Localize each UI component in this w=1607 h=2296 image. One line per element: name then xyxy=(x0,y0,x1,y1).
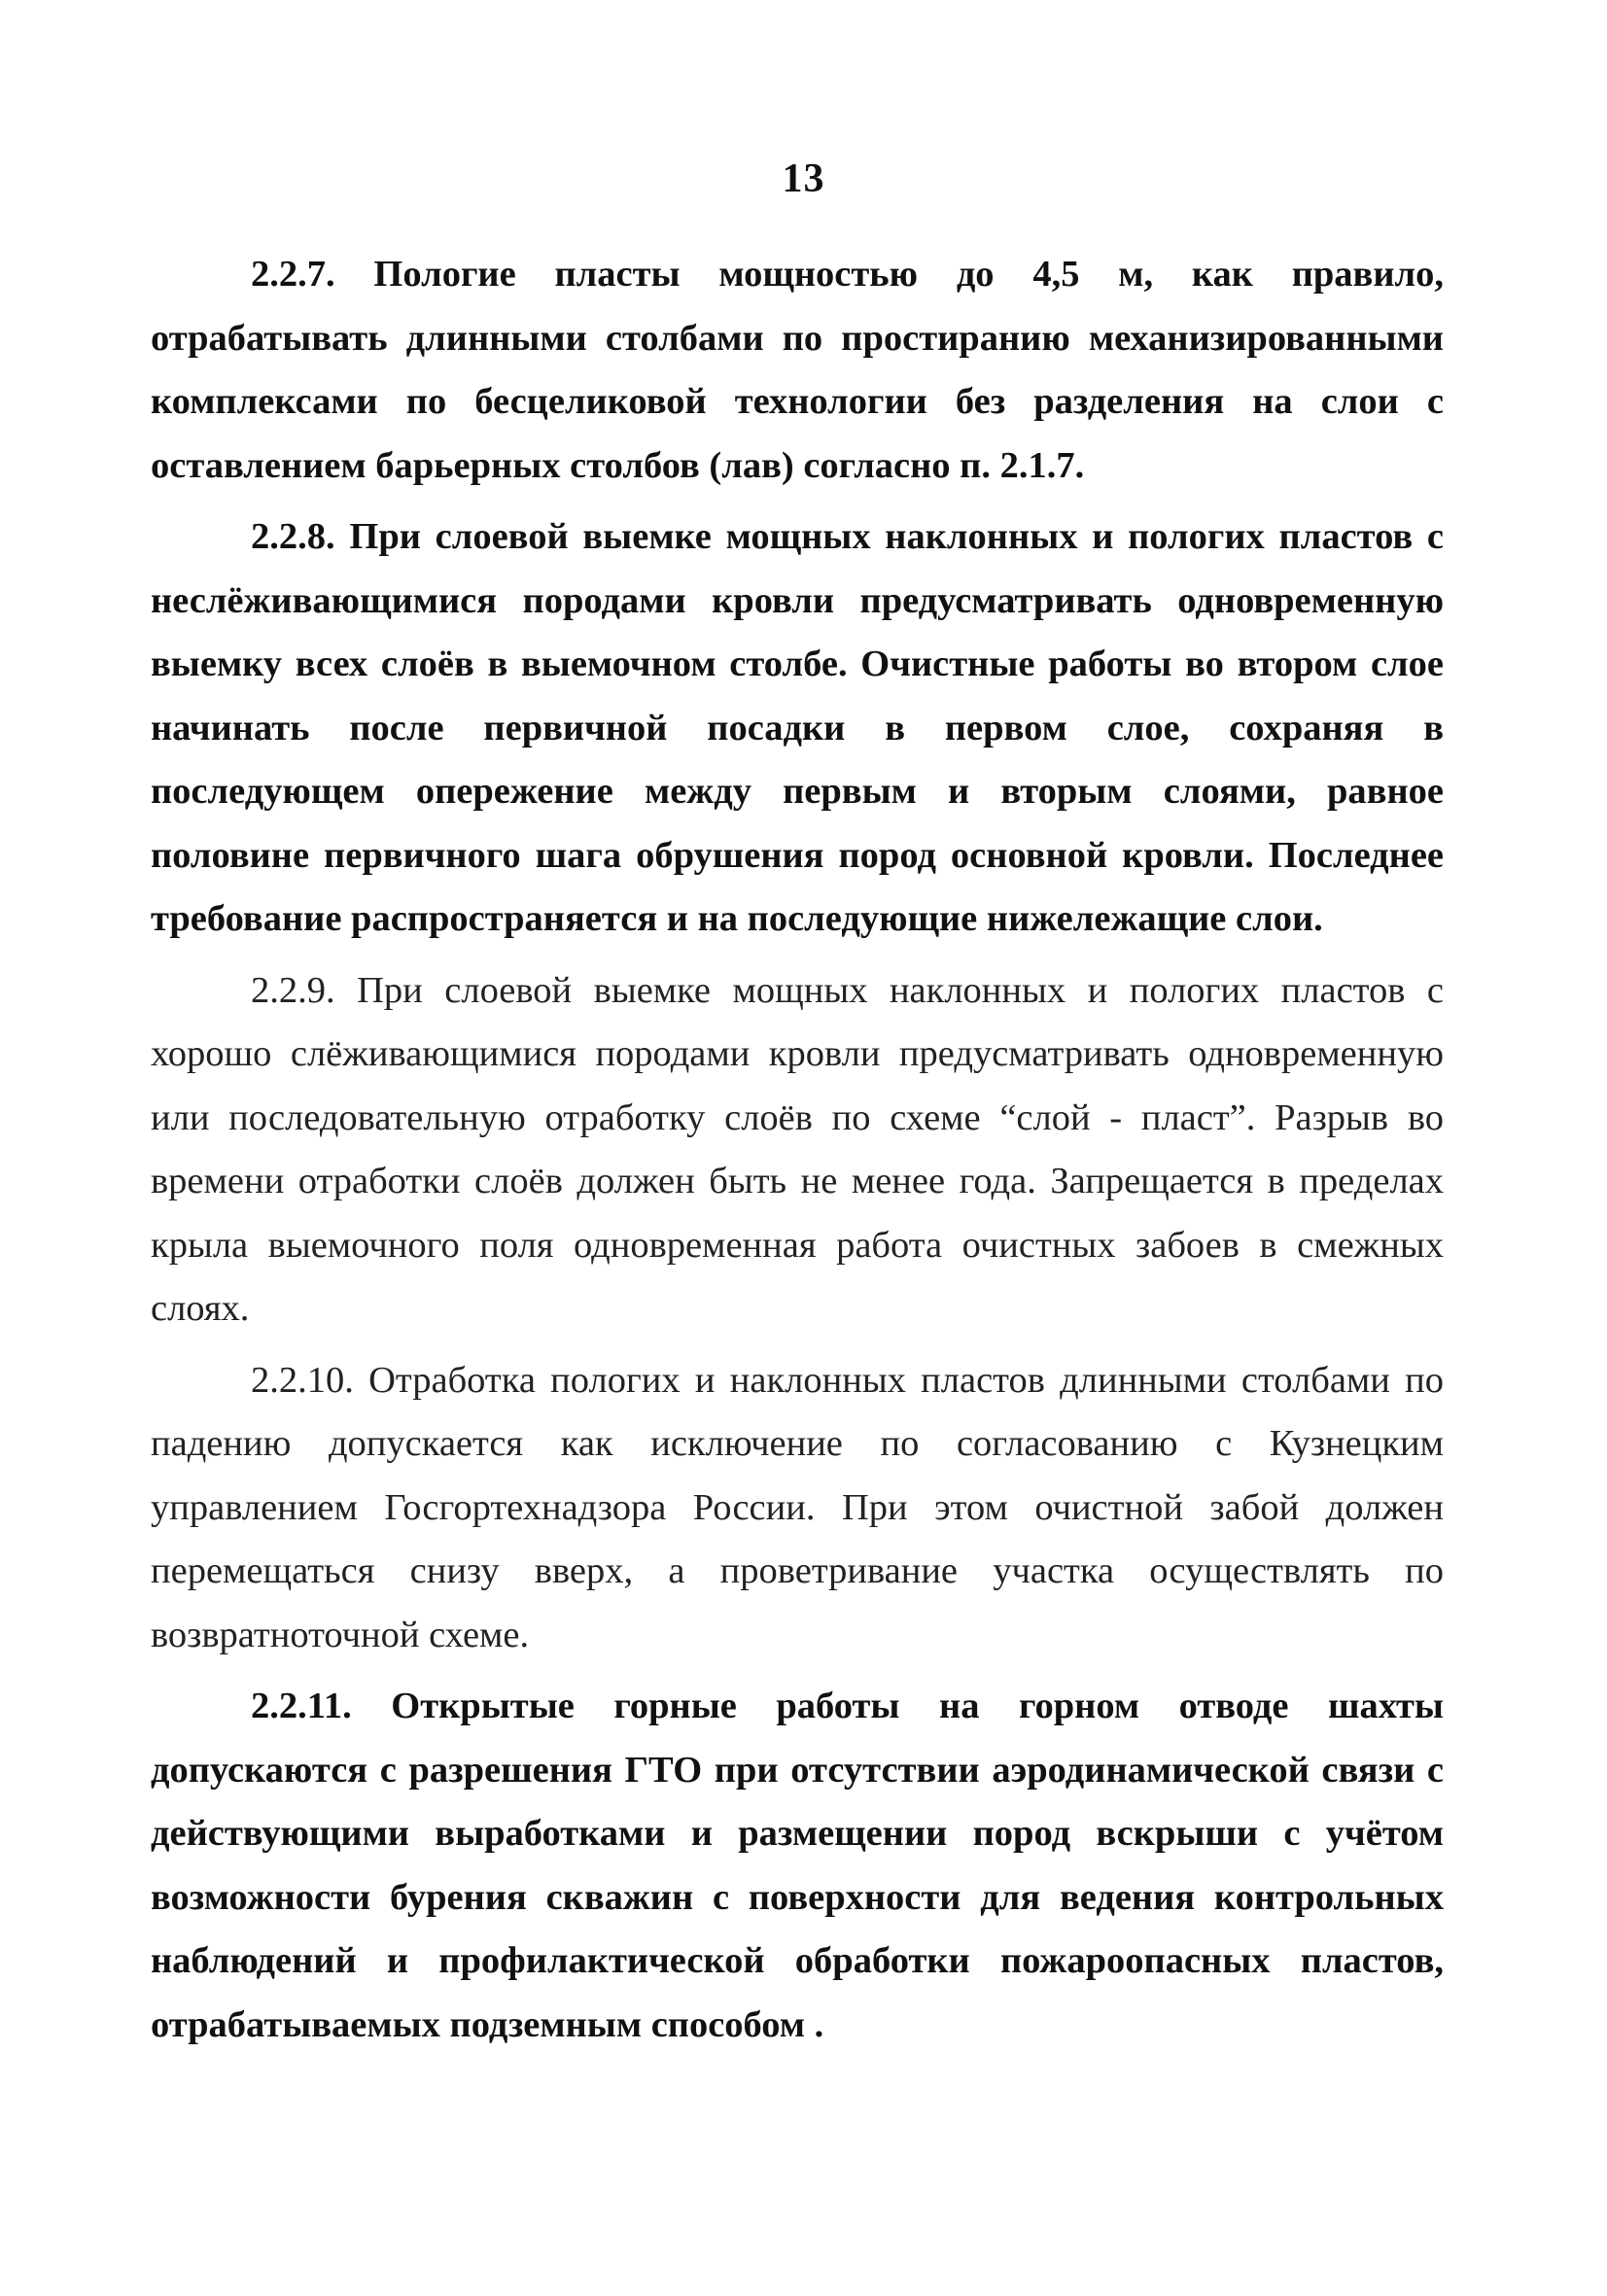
paragraph-2-2-8: 2.2.8. При слоевой выемке мощных наклонных и пологих пластов с неслёживающимися породами кровли предусматривать одновременную выемку всех слоёв в выемочном столбе. Очистные работы во втором слое начинать после первичной посадки в первом слое, сохраняя в последующем опережение между первым и вторым слоями, равное половине первичного шага обрушения пород основной кровли. Последнее требование распространяется и на последующие нижележащие слои. xyxy=(151,516,1444,939)
paragraph-2-2-7: 2.2.7. Пологие пласты мощностью до 4,5 м, как правило, отрабатывать длинными столбами по простиранию механизированными комплексами по бесцеликовой технологии без разделения на слои с оставлением барьерных столбов (лав) согласно п. 2.1.7. xyxy=(151,254,1444,486)
page-number: 13 xyxy=(782,157,825,201)
paragraph-2-2-9: 2.2.9. При слоевой выемке мощных наклонных и пологих пластов с хорошо слёживающимися породами кровли предусматривать одновременную или последовательную отработку слоёв по схеме “слой - пласт”. Разрыв во времени отработки слоёв должен быть не менее года. Запрещается в пределах крыла выемочного поля одновременная работа очистных забоев в смежных слоях. xyxy=(151,969,1444,1329)
document-body xyxy=(151,243,1444,2065)
paragraph-2-2-11: 2.2.11. Открытые горные работы на горном отводе шахты допускаются с разрешения ГТО при отсутствии аэродинамической связи с действующими выработками и размещении пород вскрыши с учётом возможности бурения скважин с поверхности для ведения контрольных наблюдений и профилактической обработки пожароопасных пластов, отрабатываемых подземным способом . xyxy=(151,1686,1444,2045)
paragraph-2-2-10: 2.2.10. Отработка пологих и наклонных пластов длинными столбами по падению допускается как исключение по согласованию с Кузнецким управлением Госгортехнадзора России. При этом очистной забой должен перемещаться снизу вверх, а проветривание участка осуществлять по возвратноточной схеме. xyxy=(151,1359,1444,1655)
